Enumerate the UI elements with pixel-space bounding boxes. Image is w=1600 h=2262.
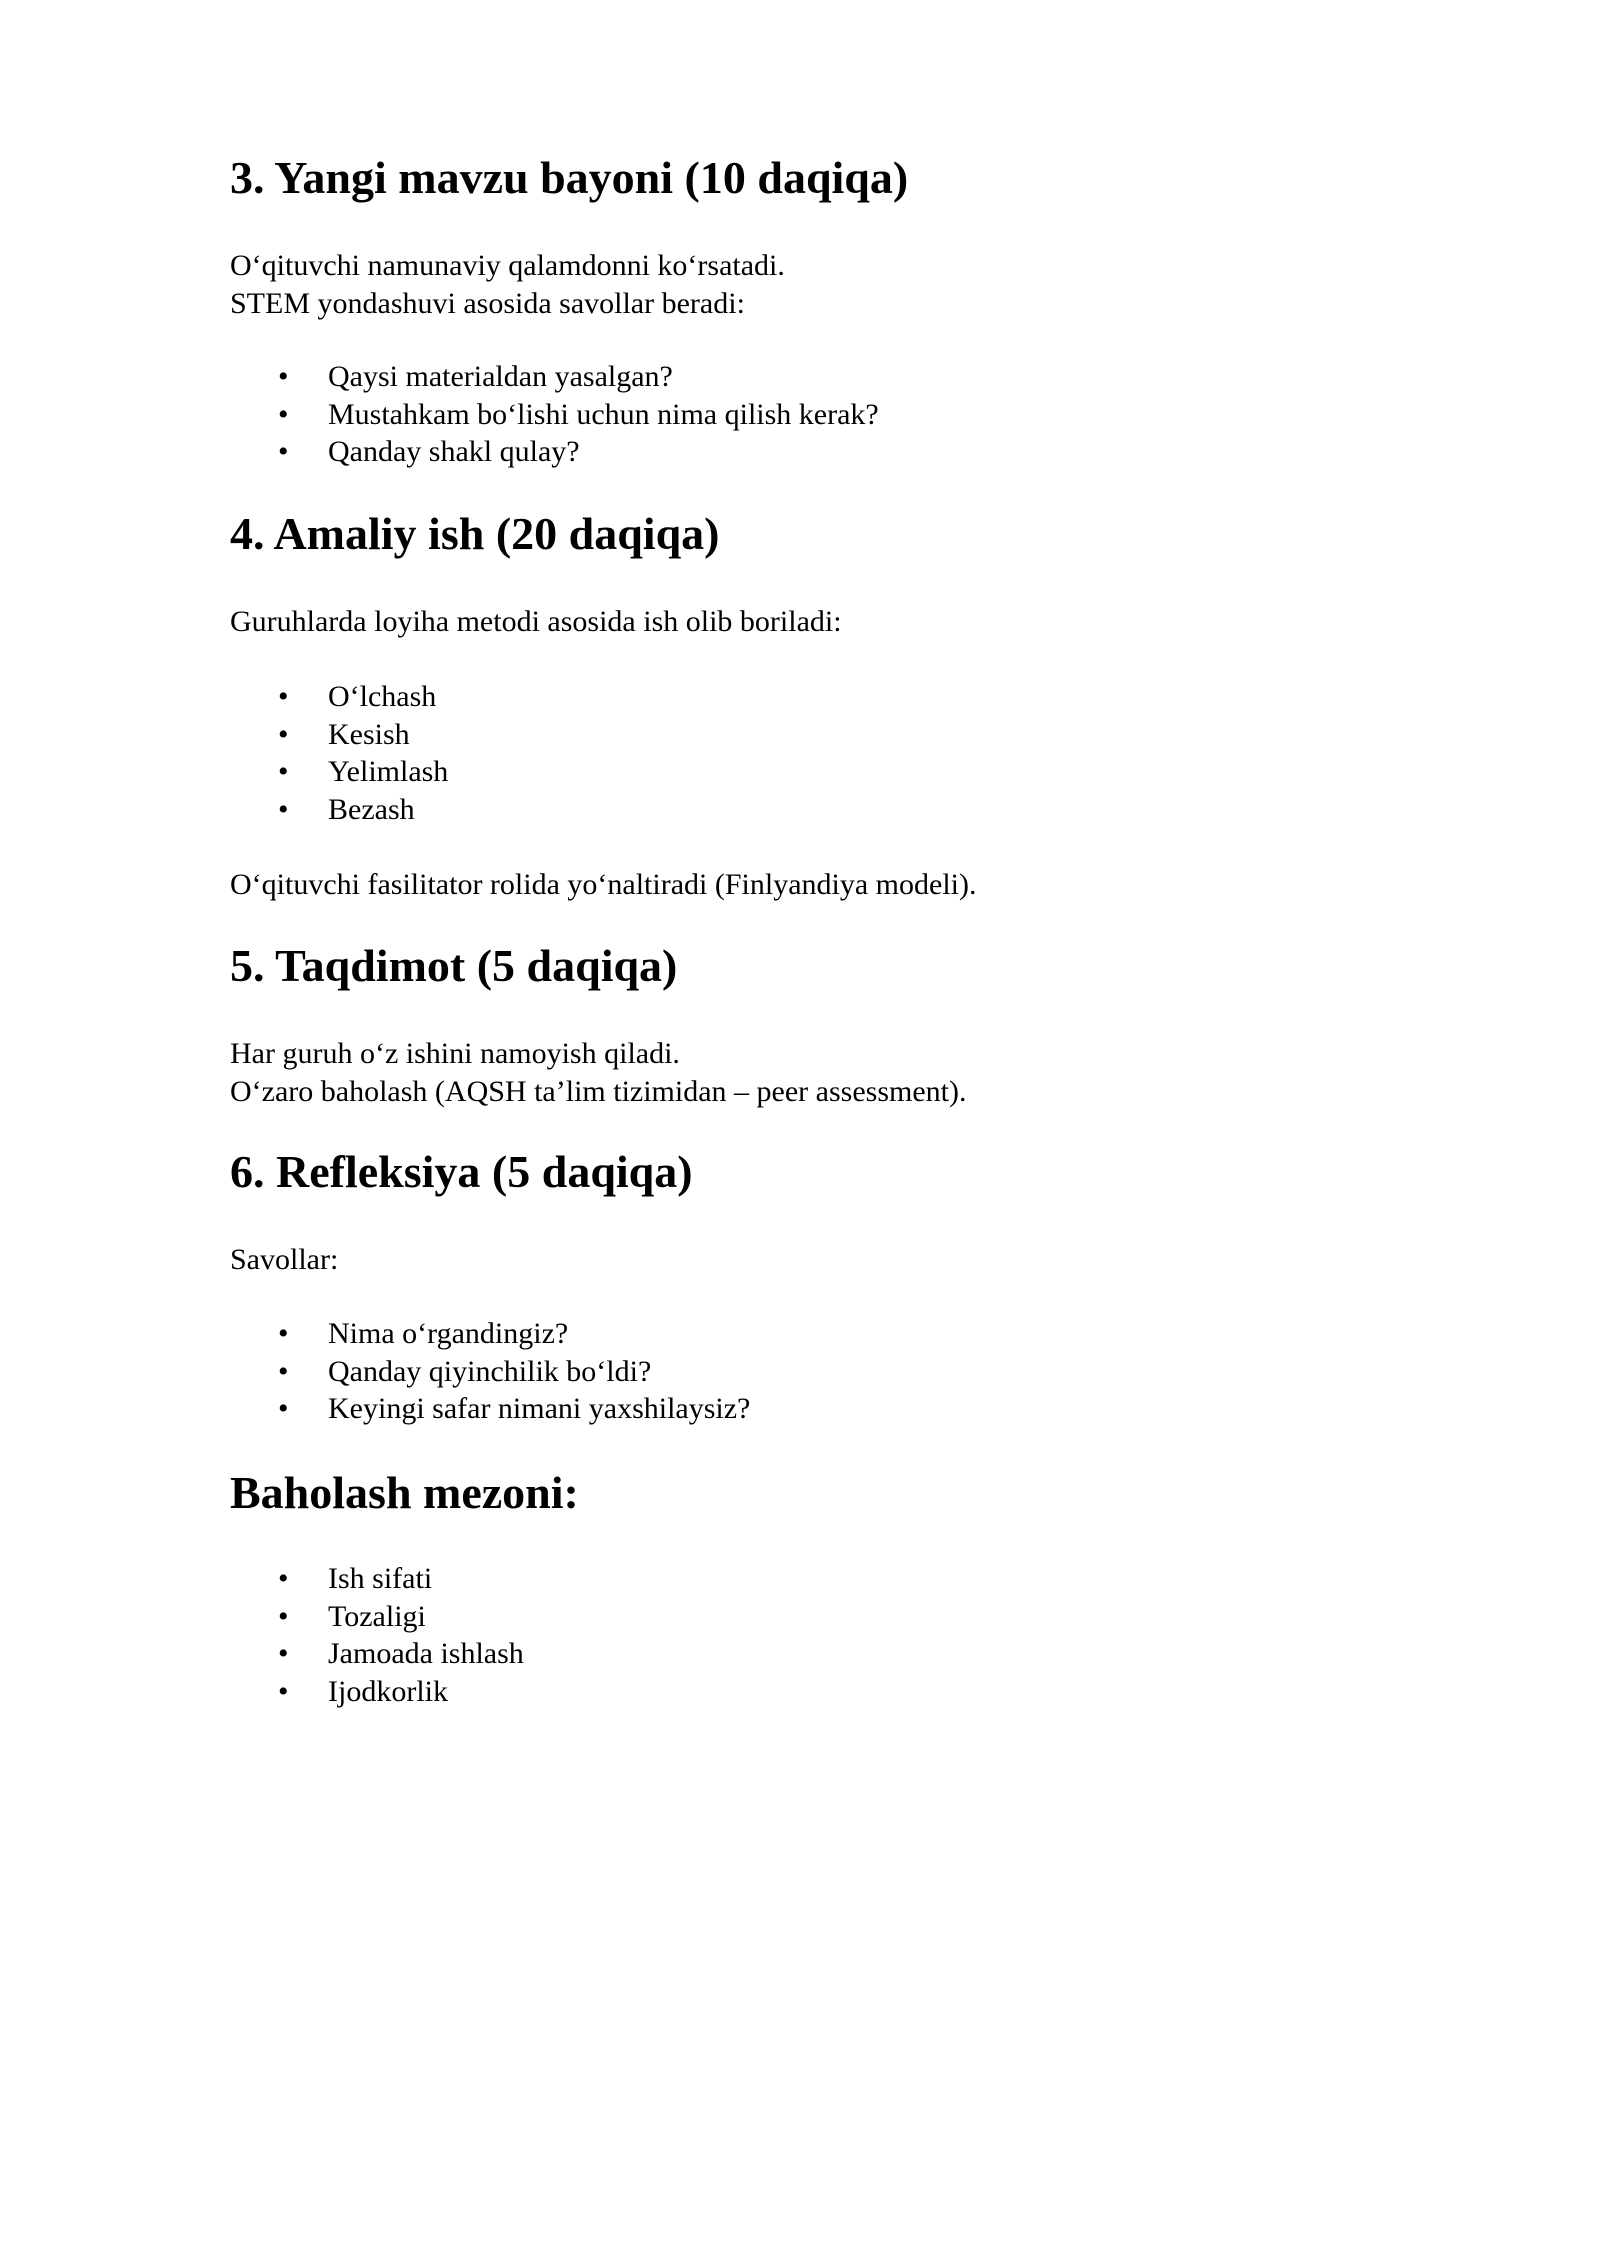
bullet-list bbox=[230, 1560, 524, 1710]
list-item: • Qaysi materialdan yasalgan? bbox=[230, 358, 879, 396]
list-item: • Yelimlash bbox=[230, 753, 448, 791]
bullet-list bbox=[230, 358, 879, 471]
bullet-marker: • bbox=[278, 1674, 289, 1708]
list-item: • Qanday shakl qulay? bbox=[230, 433, 879, 471]
bullet-marker: • bbox=[278, 1392, 289, 1425]
bullet-list bbox=[230, 1315, 750, 1428]
bullet-marker: • bbox=[278, 792, 289, 826]
list-item: • O‘lchash bbox=[230, 678, 448, 716]
list-item: • Qanday qiyinchilik bo‘ldi? bbox=[230, 1353, 750, 1391]
list-item: • Jamoada ishlash bbox=[230, 1635, 524, 1673]
section-heading-5: 5. Taqdimot (5 daqiqa) bbox=[230, 940, 678, 991]
section-heading-3: 3. Yangi mavzu bayoni (10 daqiqa) bbox=[230, 152, 909, 203]
section-heading-6: 6. Refleksiya (5 daqiqa) bbox=[230, 1146, 693, 1197]
paragraph-line: O‘qituvchi fasilitator rolida yo‘naltiradi (Finlyandiya modeli). bbox=[230, 868, 977, 901]
list-item: • Ijodkorlik bbox=[230, 1673, 524, 1711]
bullet-marker: • bbox=[278, 1637, 289, 1670]
paragraph-line: STEM yondashuvi asosida savollar beradi: bbox=[230, 287, 745, 320]
section-heading-criteria: Baholash mezoni: bbox=[230, 1467, 579, 1518]
list-item: • Bezash bbox=[230, 791, 448, 829]
bullet-marker: • bbox=[278, 1599, 289, 1633]
bullet-marker: • bbox=[278, 1562, 289, 1595]
list-item: • Kesish bbox=[230, 716, 448, 754]
bullet-list bbox=[230, 678, 448, 828]
bullet-marker: • bbox=[278, 435, 289, 468]
section-heading-4: 4. Amaliy ish (20 daqiqa) bbox=[230, 508, 720, 559]
bullet-marker: • bbox=[278, 1317, 289, 1350]
paragraph-line: Har guruh o‘z ishini namoyish qiladi. bbox=[230, 1037, 680, 1070]
list-item: • Nima o‘rgandingiz? bbox=[230, 1315, 750, 1353]
list-item: • Ish sifati bbox=[230, 1560, 524, 1598]
bullet-marker: • bbox=[278, 755, 289, 788]
list-item: • Tozaligi bbox=[230, 1598, 524, 1636]
list-item: • Keyingi safar nimani yaxshilaysiz? bbox=[230, 1390, 750, 1428]
paragraph-line: O‘qituvchi namunaviy qalamdonni ko‘rsatadi. bbox=[230, 249, 785, 282]
bullet-marker: • bbox=[278, 360, 289, 393]
list-item: • Mustahkam bo‘lishi uchun nima qilish kerak? bbox=[230, 396, 879, 434]
paragraph-line: Guruhlarda loyiha metodi asosida ish olib boriladi: bbox=[230, 605, 842, 638]
bullet-marker: • bbox=[278, 397, 289, 431]
bullet-marker: • bbox=[278, 717, 289, 751]
paragraph-line: O‘zaro baholash (AQSH ta’lim tizimidan – peer assessment). bbox=[230, 1075, 967, 1108]
bullet-marker: • bbox=[278, 1354, 289, 1388]
bullet-marker: • bbox=[278, 680, 289, 713]
paragraph-line: Savollar: bbox=[230, 1243, 339, 1276]
